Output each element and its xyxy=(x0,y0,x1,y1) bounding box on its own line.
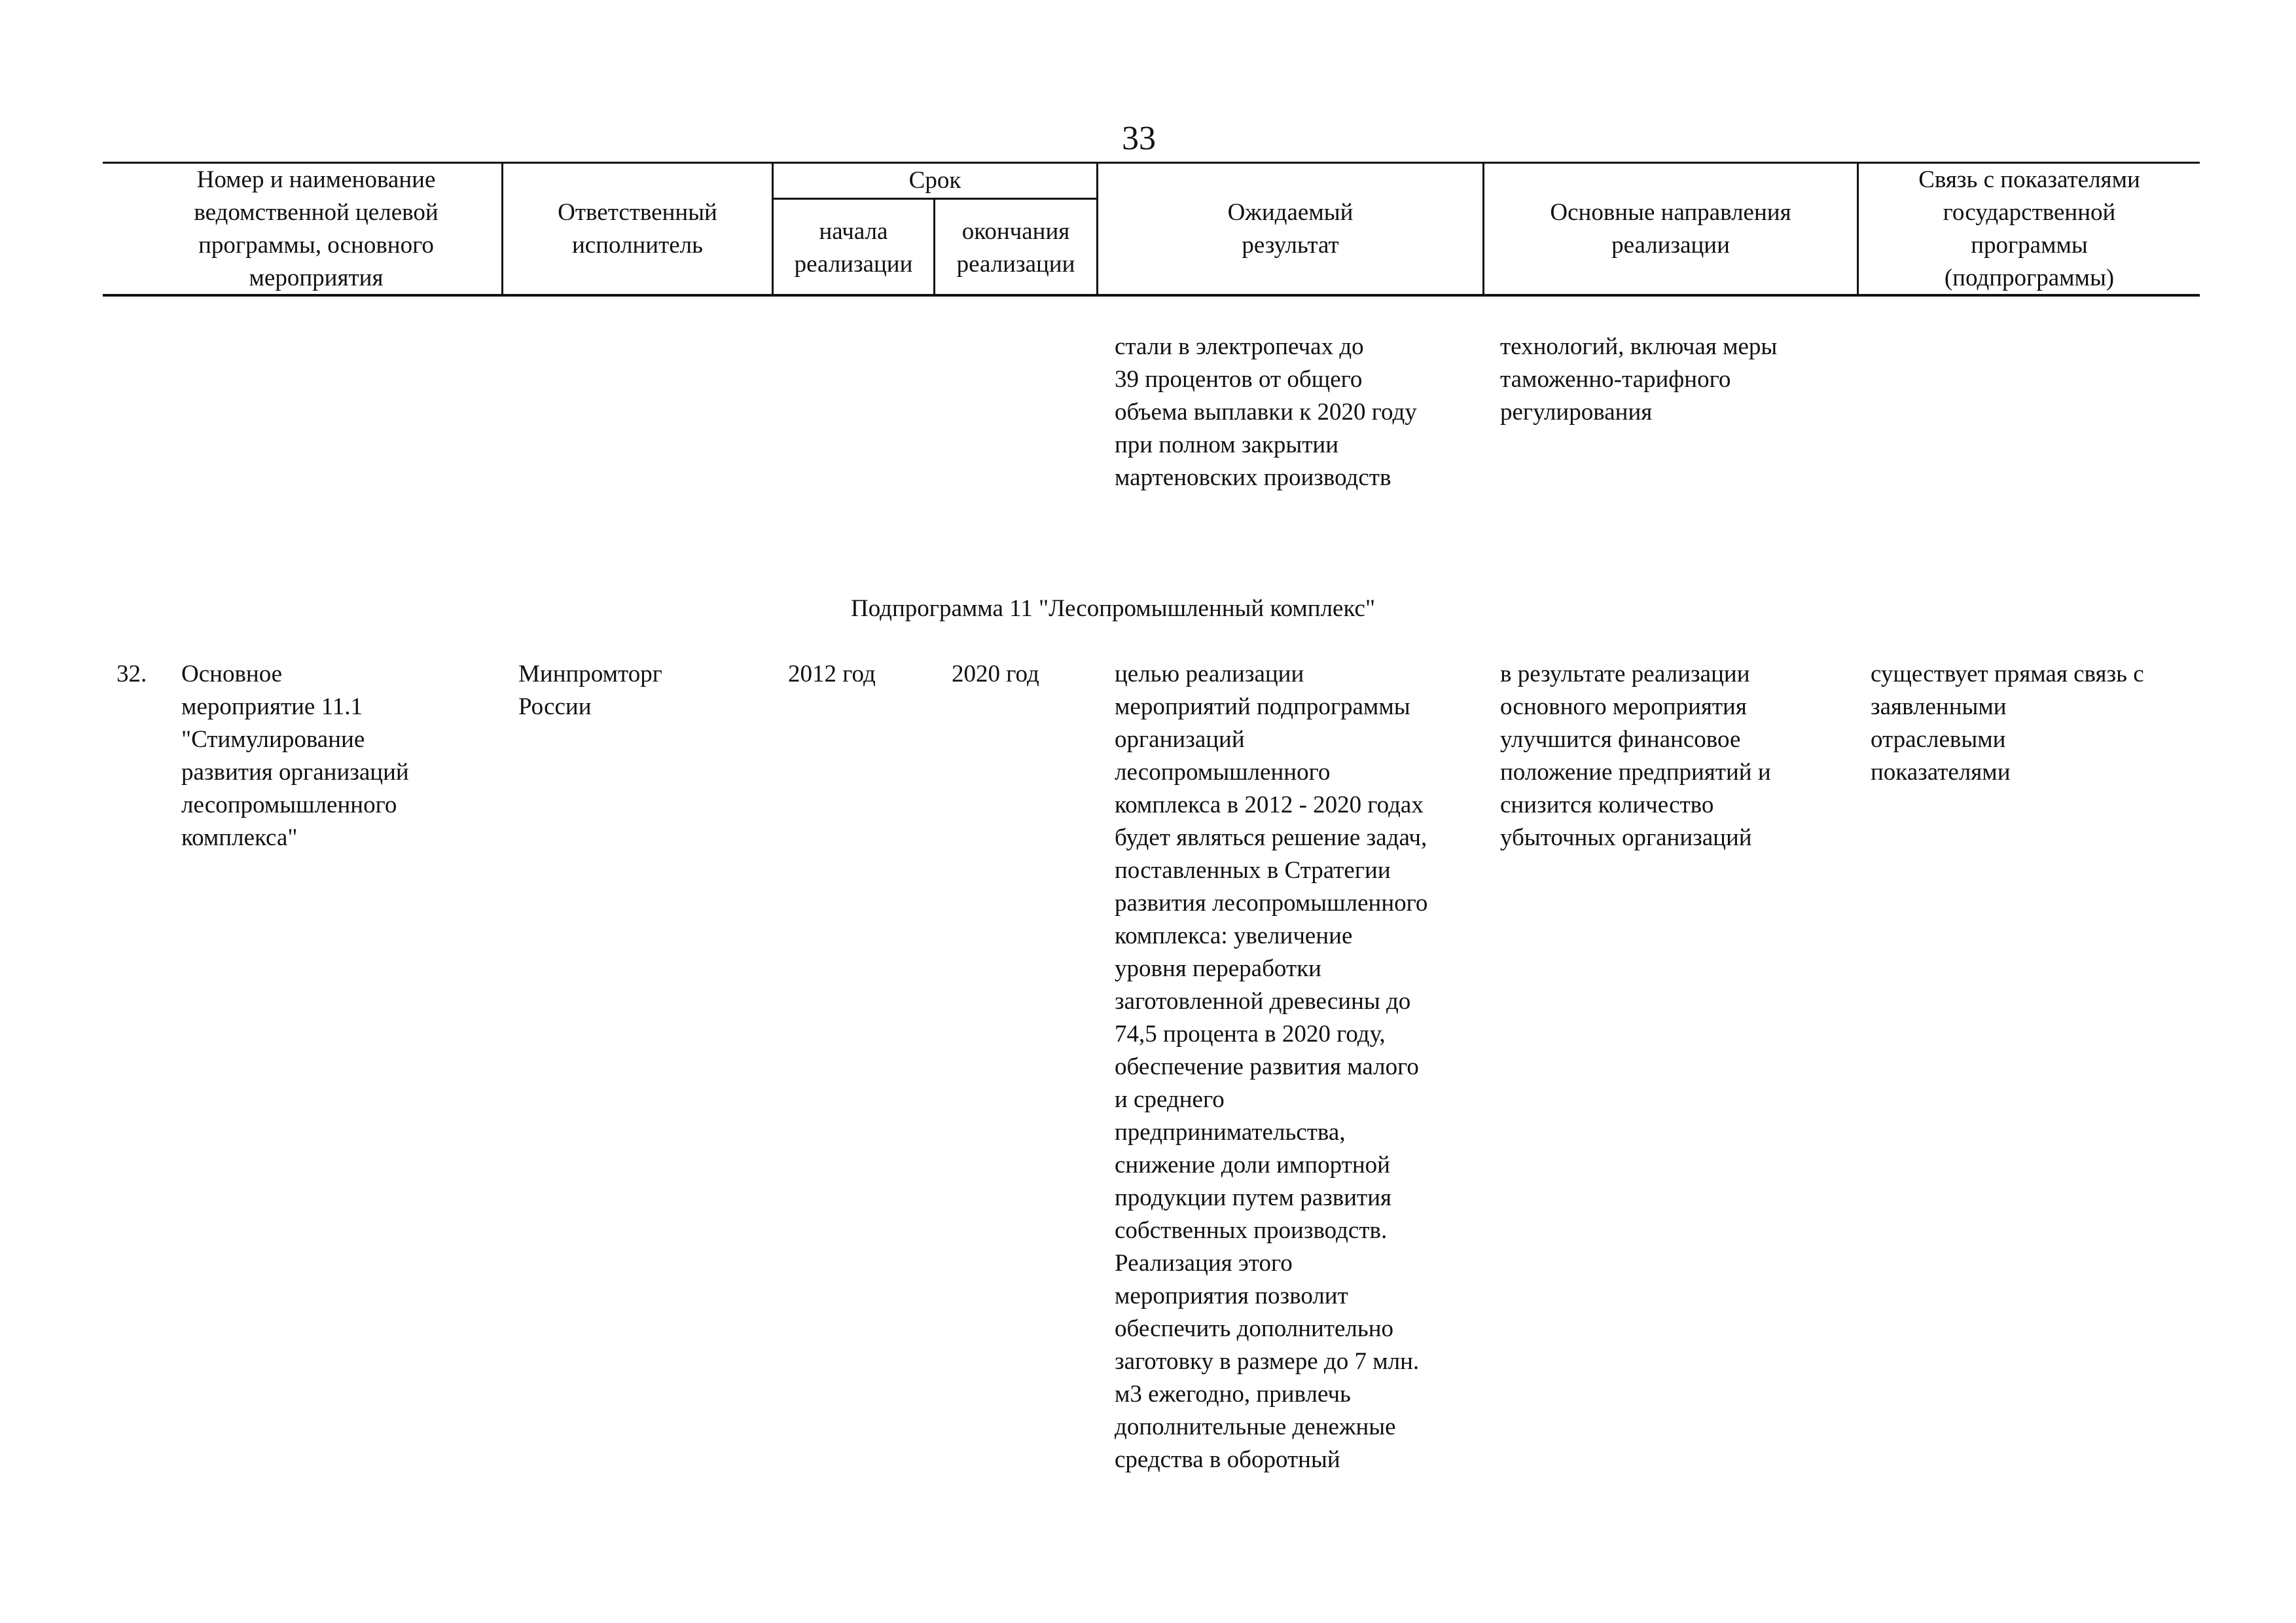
text-line: дополнительные денежные xyxy=(1115,1413,1396,1440)
header-line: мероприятия xyxy=(249,264,384,291)
text-line: средства в оборотный xyxy=(1115,1446,1340,1473)
row-main-directions xyxy=(1500,658,1771,854)
text-line: в результате реализации xyxy=(1500,661,1750,687)
row-executor xyxy=(518,658,662,723)
continuation-directions xyxy=(1500,331,1777,429)
text-line: организаций xyxy=(1115,726,1245,753)
text-line: мероприятия позволит xyxy=(1115,1283,1348,1309)
row-end-year: 2020 год xyxy=(952,661,1039,687)
header-term xyxy=(774,164,1096,197)
header-line: реализации xyxy=(794,251,913,278)
text-line: целью реализации xyxy=(1115,661,1304,687)
text-line: показателями xyxy=(1871,759,2011,786)
text-line: развития организаций xyxy=(181,759,409,786)
text-line: убыточных организаций xyxy=(1500,824,1752,851)
header-indicator-link xyxy=(1859,164,2200,295)
header-term-start xyxy=(774,215,933,281)
page-number: 33 xyxy=(1122,120,1156,157)
row-program-name xyxy=(181,658,409,854)
header-line: результат xyxy=(1242,232,1339,259)
subprogram-title: Подпрограмма 11 "Лесопромышленный комплекс" xyxy=(851,595,1376,622)
row-expected-result xyxy=(1115,658,1427,1476)
text-line: обеспечение развития малого xyxy=(1115,1053,1419,1080)
text-line: при полном закрытии xyxy=(1115,431,1339,458)
text-line: лесопромышленного xyxy=(1115,759,1331,786)
text-line: обеспечить дополнительно xyxy=(1115,1315,1394,1342)
text-line: развития лесопромышленного xyxy=(1115,890,1428,917)
text-line: м3 ежегодно, привлечь xyxy=(1115,1381,1351,1408)
text-line: Основное xyxy=(181,661,283,687)
text-line: продукции путем развития xyxy=(1115,1184,1392,1211)
header-line: (подпрограммы) xyxy=(1944,264,2115,291)
header-line: Номер и наименование xyxy=(196,166,436,193)
header-line: Ответственный xyxy=(558,199,717,226)
text-line: регулирования xyxy=(1500,399,1653,426)
header-line: исполнитель xyxy=(571,232,704,259)
row-indicator-link xyxy=(1871,658,2144,789)
text-line: лесопромышленного xyxy=(181,792,397,818)
text-line: будет являться решение задач, xyxy=(1115,824,1427,851)
text-line: уровня переработки xyxy=(1115,955,1321,982)
text-line: заготовку в размере до 7 млн. xyxy=(1115,1348,1420,1375)
text-line: стали в электропечах до xyxy=(1115,333,1364,360)
text-line: комплекса в 2012 - 2020 годах xyxy=(1115,792,1424,818)
text-line: Реализация этого xyxy=(1115,1250,1293,1277)
text-line: отраслевыми xyxy=(1871,726,2006,753)
header-line: начала xyxy=(819,218,888,245)
header-line: программы xyxy=(1971,232,2088,259)
header-line: Основные направления xyxy=(1550,199,1791,226)
header-line: окончания xyxy=(961,218,1070,245)
text-line: снижение доли импортной xyxy=(1115,1152,1390,1178)
header-line: программы, основного xyxy=(198,232,434,259)
text-line: основного мероприятия xyxy=(1500,693,1747,720)
text-line: предпринимательства, xyxy=(1115,1119,1346,1146)
header-line: реализации xyxy=(1611,232,1730,259)
header-line: государственной xyxy=(1943,199,2116,226)
text-line: и среднего xyxy=(1115,1086,1225,1113)
text-line: Минпромторг xyxy=(518,661,662,687)
text-line: таможенно-тарифного xyxy=(1500,366,1731,393)
text-line: комплекса" xyxy=(181,824,298,851)
header-main-directions xyxy=(1484,196,1857,262)
text-line: технологий, включая меры xyxy=(1500,333,1778,360)
text-line: поставленных в Стратегии xyxy=(1115,857,1391,884)
header-line: ведомственной целевой xyxy=(194,199,439,226)
text-line: заготовленной древесины до xyxy=(1115,988,1411,1015)
header-line: Связь с показателями xyxy=(1918,166,2140,193)
text-line: собственных производств. xyxy=(1115,1217,1388,1244)
text-line: заявленными xyxy=(1871,693,2007,720)
header-program-name xyxy=(131,164,501,295)
text-line: мероприятие 11.1 xyxy=(181,693,363,720)
header-executor xyxy=(503,196,772,262)
text-line: 39 процентов от общего xyxy=(1115,366,1363,393)
header-line: Срок xyxy=(908,167,961,194)
text-line: 74,5 процента в 2020 году, xyxy=(1115,1021,1386,1048)
header-term-end xyxy=(935,215,1096,281)
text-line: мартеновских производств xyxy=(1115,464,1391,491)
row-start-year: 2012 год xyxy=(788,661,876,687)
text-line: существует прямая связь с xyxy=(1871,661,2144,687)
text-line: снизится количество xyxy=(1500,792,1714,818)
row-number: 32. xyxy=(117,661,147,687)
header-expected-result xyxy=(1098,196,1482,262)
text-line: "Стимулирование xyxy=(181,726,365,753)
text-line: мероприятий подпрограммы xyxy=(1115,693,1410,720)
text-line: России xyxy=(518,693,592,720)
text-line: объема выплавки к 2020 году xyxy=(1115,399,1417,426)
text-line: улучшится финансовое xyxy=(1500,726,1741,753)
text-line: комплекса: увеличение xyxy=(1115,922,1353,949)
continuation-result xyxy=(1115,331,1417,494)
header-line: Ожидаемый xyxy=(1227,199,1354,226)
header-line: реализации xyxy=(956,251,1075,278)
text-line: положение предприятий и xyxy=(1500,759,1771,786)
